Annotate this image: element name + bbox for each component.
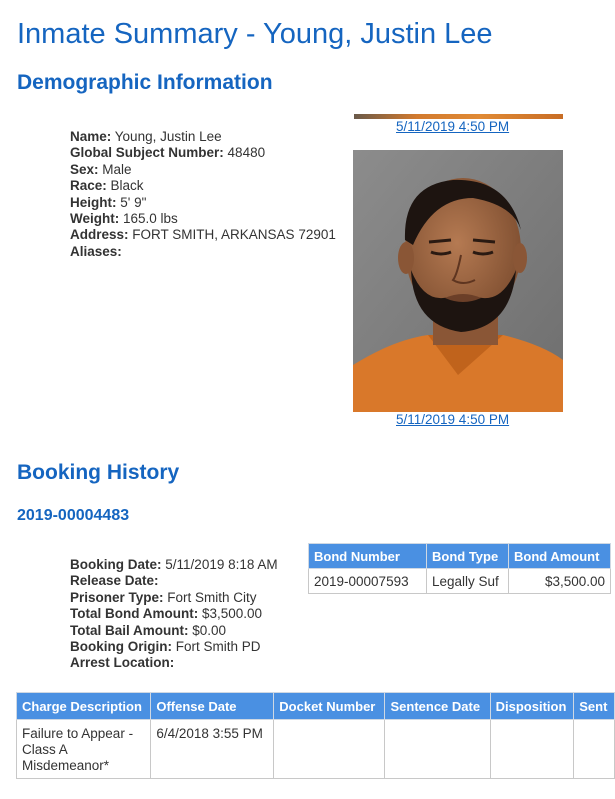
field-label: Arrest Location: xyxy=(70,655,175,671)
offense-date-cell: 6/4/2018 3:55 PM xyxy=(151,720,274,779)
charge-table-header-row xyxy=(17,693,615,720)
field-booking-date xyxy=(70,557,278,573)
field-value: 5' 9" xyxy=(120,194,147,210)
bond-amount-header[interactable]: Bond Amount xyxy=(509,544,611,569)
field-value: Young, Justin Lee xyxy=(114,129,222,144)
charge-table xyxy=(16,692,615,779)
field-label: Prisoner Type: xyxy=(70,589,164,605)
field-arrest-location xyxy=(70,655,278,671)
disposition-header[interactable]: Disposition xyxy=(490,693,574,720)
booking-number: 2019-00004483 xyxy=(17,507,130,524)
field-race xyxy=(70,178,336,194)
docket-number-cell xyxy=(274,720,385,779)
mugshot-image xyxy=(353,150,563,412)
docket-number-header[interactable]: Docket Number xyxy=(274,693,385,720)
sentence-header[interactable]: Sent xyxy=(574,693,615,720)
field-label: Sex: xyxy=(70,161,99,177)
field-value: Black xyxy=(110,178,144,194)
field-label: Race: xyxy=(70,178,107,194)
bond-number-cell: 2019-00007593 xyxy=(309,569,427,594)
field-value: 48480 xyxy=(227,145,266,161)
field-height xyxy=(70,195,336,211)
page-title: Inmate Summary - Young, Justin Lee xyxy=(17,18,493,50)
field-value: Male xyxy=(102,161,132,177)
sentence-date-header[interactable]: Sentence Date xyxy=(385,693,490,720)
bond-table xyxy=(308,543,611,594)
field-release-date xyxy=(70,573,278,589)
sentence-cell xyxy=(574,720,615,779)
field-total-bond-amount xyxy=(70,606,278,622)
bond-number-header[interactable]: Bond Number xyxy=(309,544,427,569)
field-value: FORT SMITH, ARKANSAS 72901 xyxy=(132,227,336,243)
field-label: Total Bail Amount: xyxy=(70,622,189,638)
photo-date-link-top[interactable]: 5/11/2019 4:50 PM xyxy=(396,119,510,134)
bond-type-header[interactable]: Bond Type xyxy=(427,544,509,569)
sentence-date-cell xyxy=(385,720,490,779)
demographic-info xyxy=(70,129,336,260)
field-label: Booking Date: xyxy=(70,557,162,572)
field-sex xyxy=(70,162,336,178)
field-label: Weight: xyxy=(70,211,120,227)
photo-date-link-bottom[interactable]: 5/11/2019 4:50 PM xyxy=(396,412,510,427)
field-value: $3,500.00 xyxy=(201,606,263,622)
field-prisoner-type xyxy=(70,590,278,606)
field-aliases xyxy=(70,244,336,260)
field-value: 5/11/2019 8:18 AM xyxy=(165,557,278,572)
field-label: Booking Origin: xyxy=(70,639,172,655)
charge-description-cell: Failure to Appear - Class A Misdemeanor* xyxy=(17,720,151,779)
bond-amount-cell: $3,500.00 xyxy=(509,569,611,594)
booking-info xyxy=(70,557,278,672)
field-value: Fort Smith City xyxy=(167,589,257,605)
field-label: Address: xyxy=(70,227,129,243)
table-row xyxy=(17,720,615,779)
booking-history-heading: Booking History xyxy=(17,461,180,484)
field-value: $0.00 xyxy=(192,622,227,638)
field-label: Total Bond Amount: xyxy=(70,606,199,622)
field-label: Height: xyxy=(70,194,117,210)
charge-description-header[interactable]: Charge Description xyxy=(17,693,151,720)
field-address xyxy=(70,227,336,243)
field-name xyxy=(70,129,336,145)
offense-date-header[interactable]: Offense Date xyxy=(151,693,274,720)
bond-type-cell: Legally Suf xyxy=(427,569,509,594)
field-value: Fort Smith PD xyxy=(175,639,261,655)
field-label: Name: xyxy=(70,129,112,144)
field-weight xyxy=(70,211,336,227)
field-booking-origin xyxy=(70,639,278,655)
table-row xyxy=(309,569,611,594)
inmate-photo[interactable] xyxy=(353,150,563,412)
bond-table-header-row xyxy=(309,544,611,569)
field-global-subject-number xyxy=(70,145,336,161)
demographic-heading: Demographic Information xyxy=(17,71,273,94)
field-total-bail-amount xyxy=(70,623,278,639)
disposition-cell xyxy=(490,720,574,779)
field-label: Global Subject Number: xyxy=(70,145,224,161)
field-label: Release Date: xyxy=(70,573,159,589)
field-label: Aliases: xyxy=(70,243,122,259)
field-value: 165.0 lbs xyxy=(123,211,178,227)
